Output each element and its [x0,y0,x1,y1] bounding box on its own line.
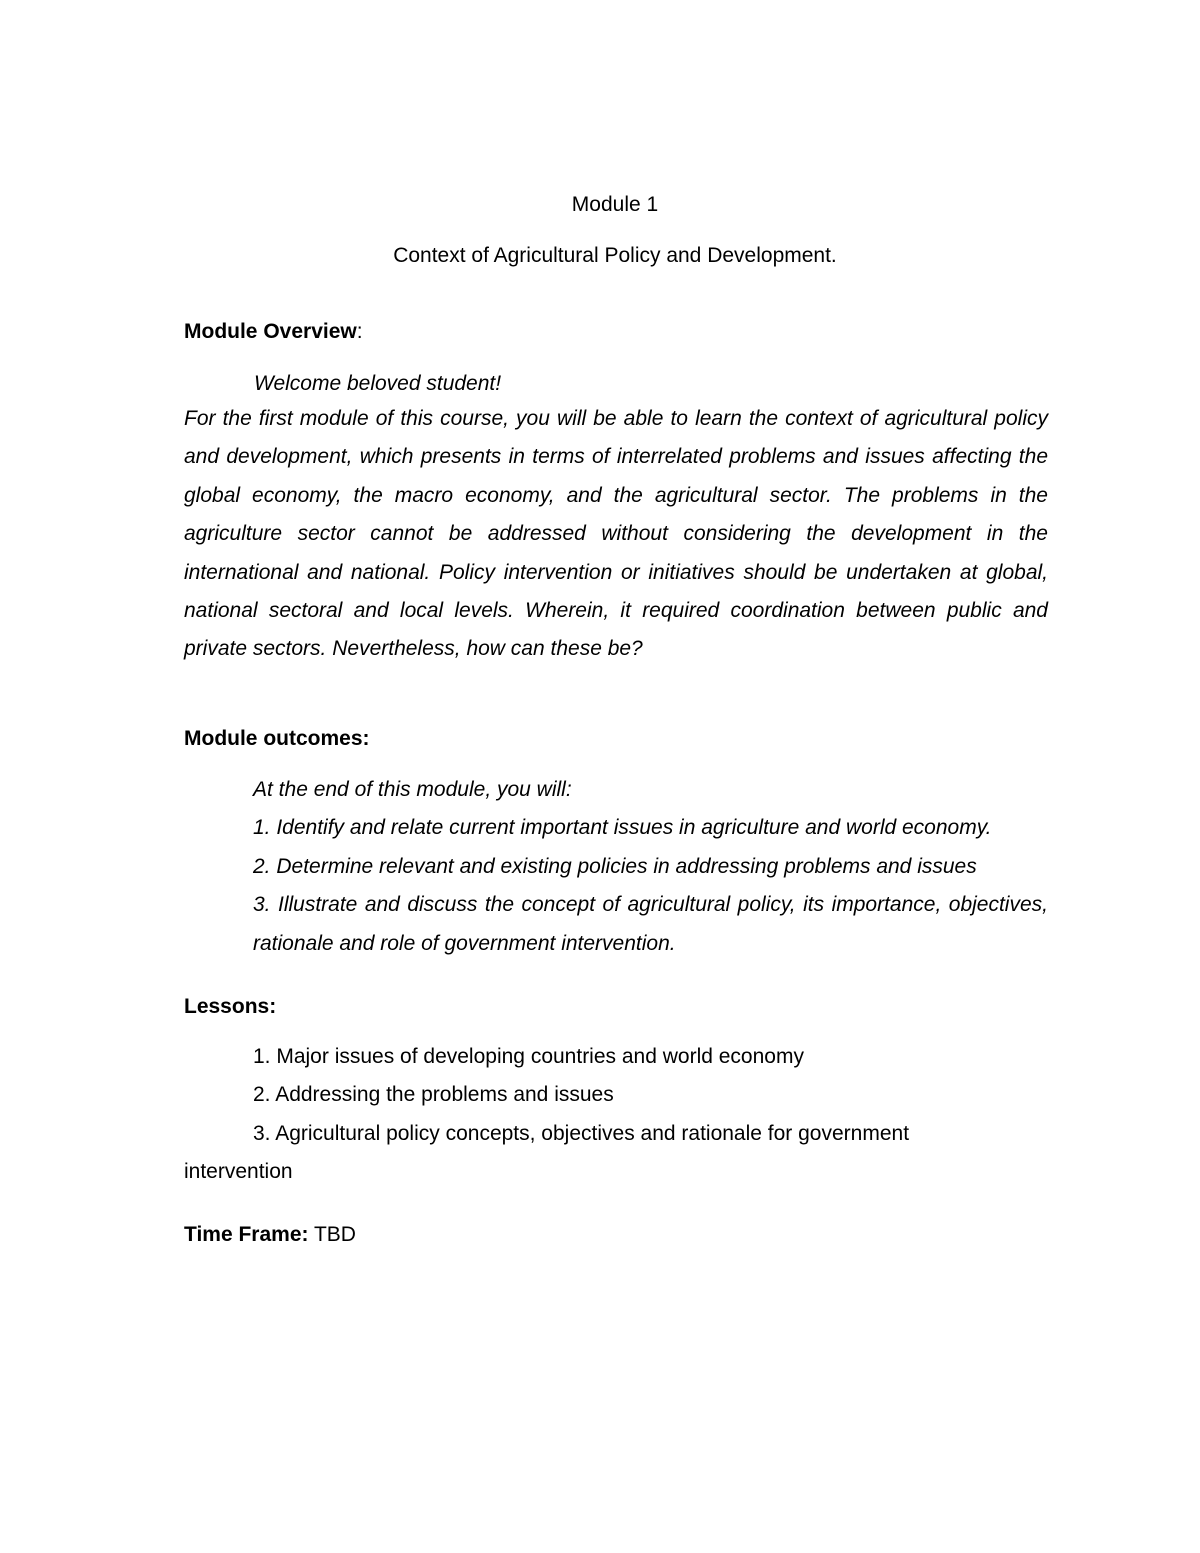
time-frame [184,1223,356,1247]
lesson-item-continuation: intervention [184,1160,293,1183]
outcome-item: 2. Determine relevant and existing policies in addressing problems and issues [253,854,977,878]
overview-greeting: Welcome beloved student! [254,372,502,395]
lesson-item: 1. Major issues of developing countries and world economy [253,1045,804,1068]
outcome-item: 1. Identify and relate current important issues in agriculture and world economy. [253,816,992,840]
time-frame-label: Time Frame: [184,1223,309,1246]
lesson-item: 2. Addressing the problems and issues [253,1083,614,1106]
overview-paragraph: For the first module of this course, you will be able to learn the context of agricultural policy and development, which presents in terms of interrelated problems and issues affecting the global economy, the macro economy, and the agricultural sector. The problems in the agriculture sector cannot be addressed without considering the development in the international and national. Policy intervention or initiatives should be undertaken at global, national sectoral and local levels. Wherein, it required coordination between public and private sectors. Nevertheless, how can these be? [184,407,1048,661]
lessons-heading: Lessons: [184,995,277,1018]
module-title: Context of Agricultural Policy and Development. [393,244,837,267]
outcomes-heading: Module outcomes: [184,727,370,750]
lesson-item: 3. Agricultural policy concepts, objectives and rationale for government [253,1122,910,1145]
time-frame-value: TBD [313,1223,356,1246]
module-number: Module 1 [571,193,659,216]
outcomes-intro: At the end of this module, you will: [253,778,572,801]
overview-heading-colon: : [356,320,363,343]
overview-heading [184,320,363,344]
outcome-item: 3. Illustrate and discuss the concept of agricultural policy, its importance, objectives, rationale and role of government intervention. [253,893,1048,955]
overview-heading-text: Module Overview [184,320,357,343]
outcomes-list [253,771,1048,963]
